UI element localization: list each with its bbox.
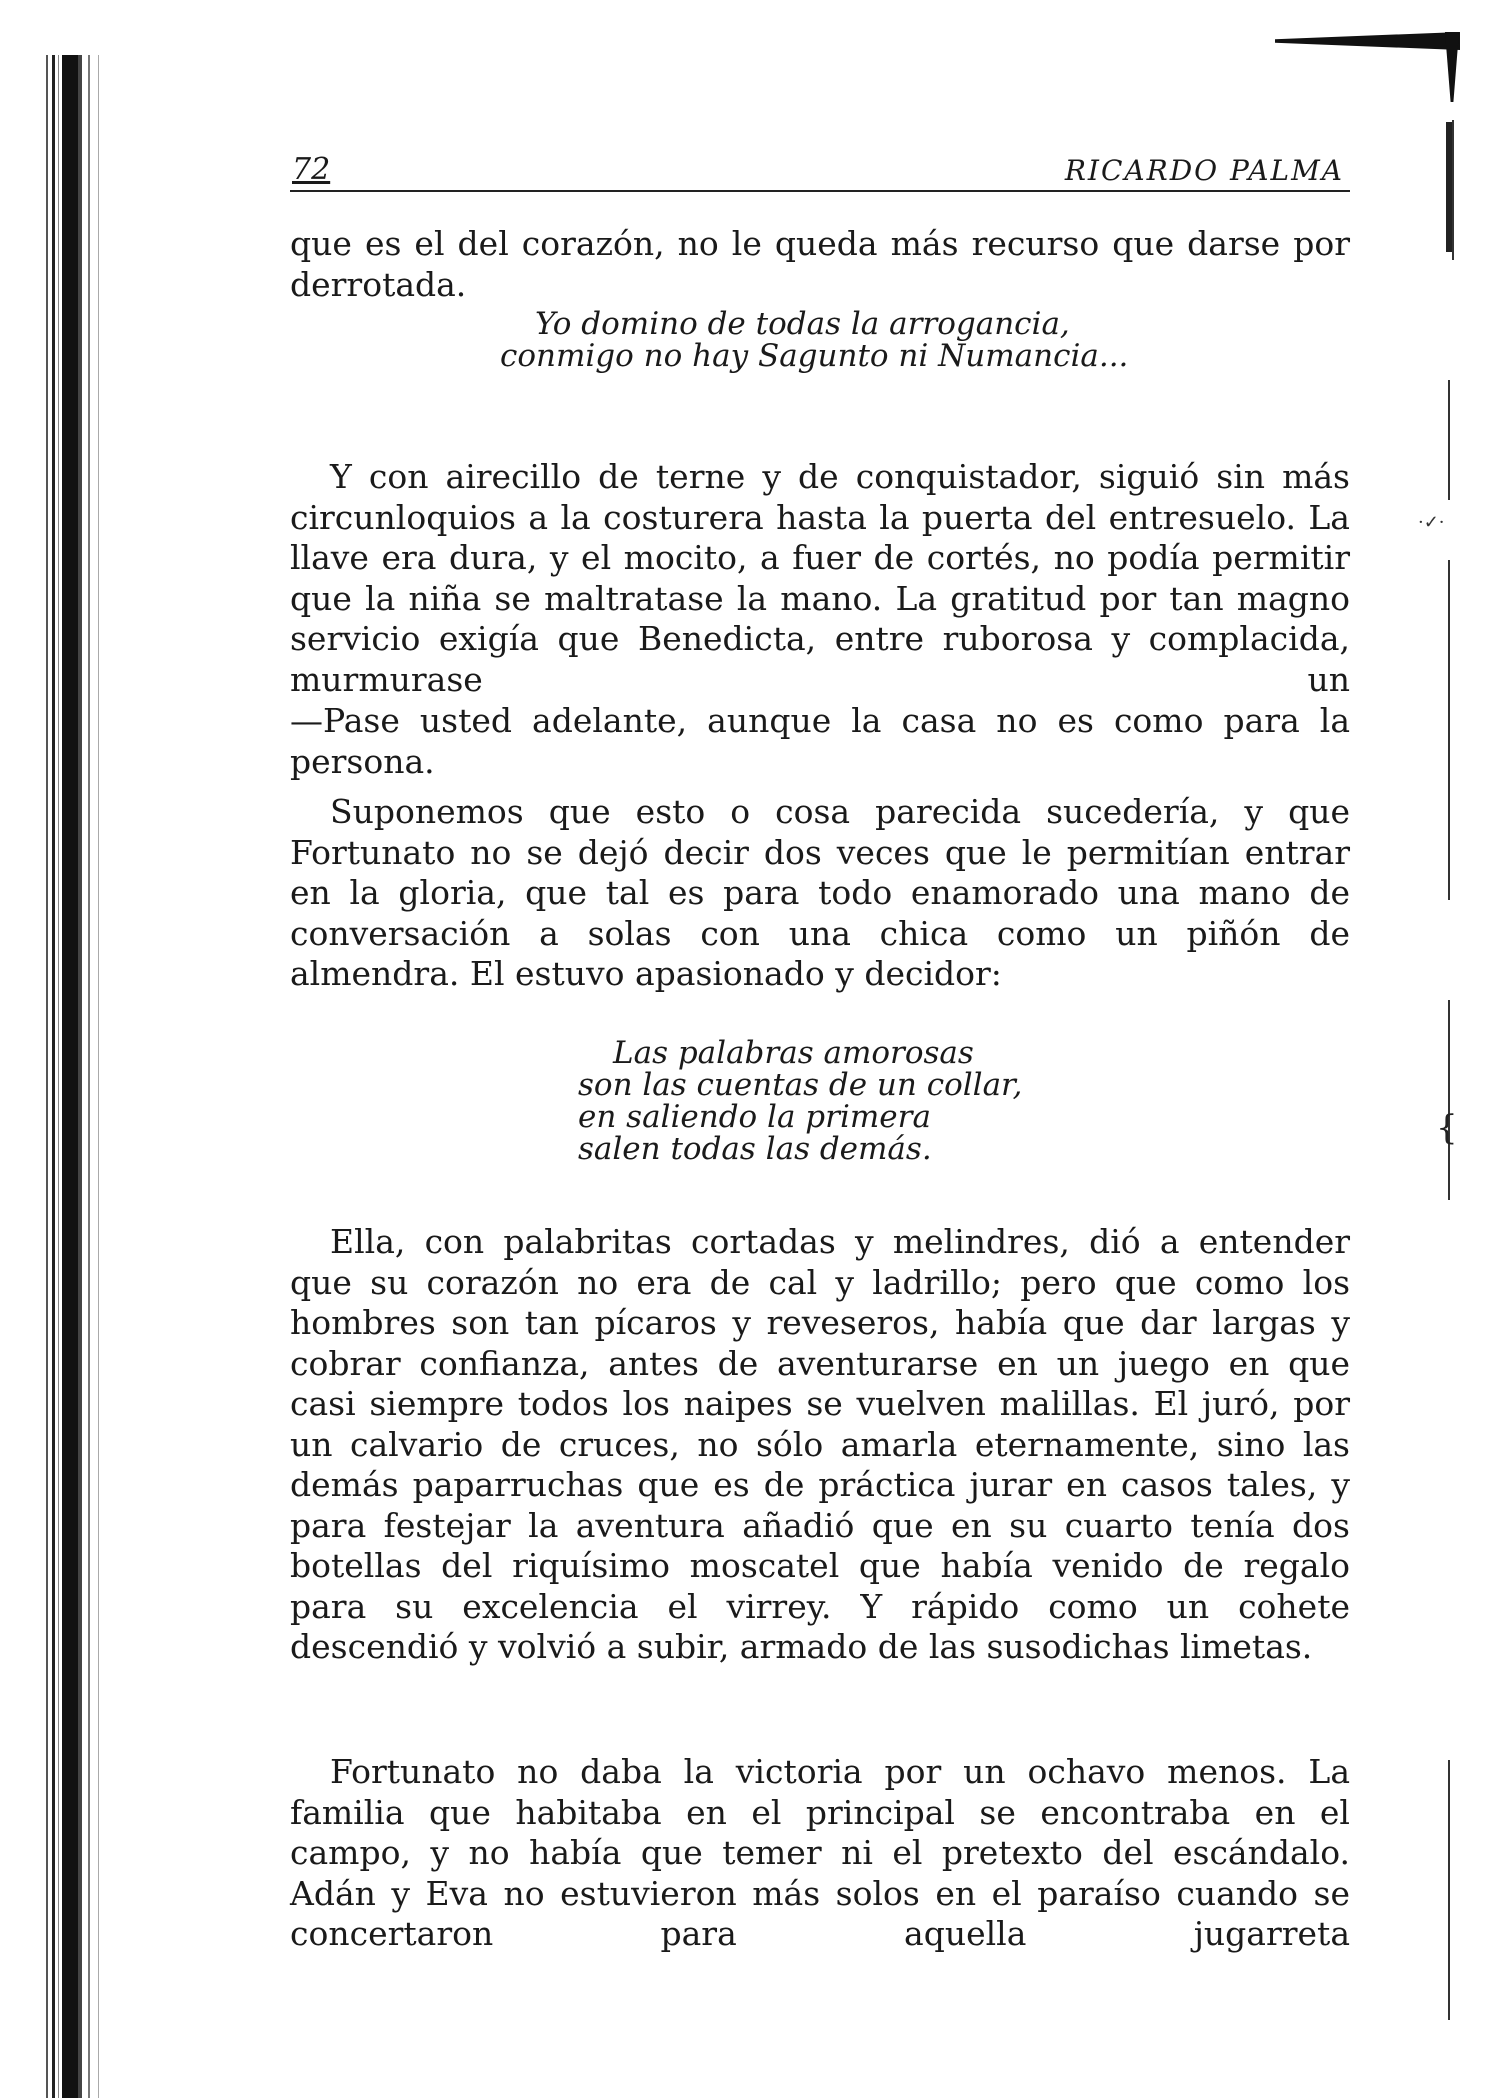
verse-line: en saliendo la primera bbox=[578, 1099, 931, 1135]
binding-edge bbox=[40, 55, 110, 2098]
scan-corner-mark bbox=[1275, 32, 1460, 50]
verse-line: salen todas las demás. bbox=[578, 1131, 932, 1167]
scan-right-line bbox=[1448, 380, 1450, 500]
scan-right-line bbox=[1448, 1760, 1450, 2020]
paragraph-3: —Pase usted adelante, aunque la casa no es como para la persona. bbox=[290, 701, 1350, 781]
paragraph-1: que es el del corazón, no le queda más recurso que darse por derrotada. bbox=[290, 224, 1350, 304]
scan-corner-mark-drop bbox=[1445, 32, 1459, 102]
paragraph-4: Suponemos que esto o cosa parecida sucedería, y que Fortunato no se dejó decir dos veces que le permitían entrar en la gloria, que tal es para todo enamorado una mano de conversación a solas con una chica como un piñón de almendra. El estuvo apasionado y decidor: bbox=[290, 792, 1350, 993]
scan-right-brace: { bbox=[1436, 1108, 1458, 1148]
paragraph-5: Ella, con palabritas cortadas y melindres, dió a entender que su corazón no era de cal y ladrillo; pero que como los hombres son tan pícaros y reveseros, había que dar largas y cobrar confianza, antes de aventurarse en un juego en que casi siempre todos los naipes se vuelven malillas. El juró, por un calvario de cruces, no sólo amarla eternamente, sino las demás paparruchas que es de práctica jurar en casos tales, y para festejar la aventura añadió que en su cuarto tenía dos botellas del riquísimo moscatel que había venido de regalo para su excelencia el virrey. Y rápido como un cohete descendió y volvió a subir, armado de las susodichas limetas. bbox=[290, 1222, 1350, 1666]
verse-line: son las cuentas de un collar, bbox=[578, 1067, 1023, 1103]
scan-right-line bbox=[1448, 1000, 1450, 1200]
verse-1 bbox=[500, 306, 1129, 374]
page-header bbox=[290, 150, 1350, 192]
paragraph-6: Fortunato no daba la victoria por un ochavo menos. La familia que habitaba en el principal se encontraba en el campo, y no había que temer ni el pretexto del escándalo. Adán y Eva no estuvieron más solos en el paraíso cuando se concertaron para aquella jugarreta bbox=[290, 1752, 1350, 1953]
verse-line: conmigo no hay Sagunto ni Numancia... bbox=[500, 338, 1129, 374]
paragraph-2: Y con airecillo de terne y de conquistador, siguió sin más circunloquios a la costurera hasta la puerta del entresuelo. La llave era dura, y el mocito, a fuer de cortés, no podía permitir que la niña se maltratase la mano. La gratitud por tan magno servicio exigía que Benedicta, entre ruborosa y complacida, murmurase un bbox=[290, 457, 1350, 699]
verse-2 bbox=[578, 1037, 1022, 1165]
page-number: 72 bbox=[292, 152, 331, 187]
verse-line: Yo domino de todas la arrogancia, bbox=[535, 306, 1070, 342]
running-head: RICARDO PALMA bbox=[1064, 154, 1344, 187]
verse-line: Las palabras amorosas bbox=[613, 1035, 974, 1071]
scan-right-line bbox=[1452, 120, 1454, 260]
scan-right-line bbox=[1448, 560, 1450, 900]
scan-right-tick: ·✓· bbox=[1418, 512, 1445, 533]
